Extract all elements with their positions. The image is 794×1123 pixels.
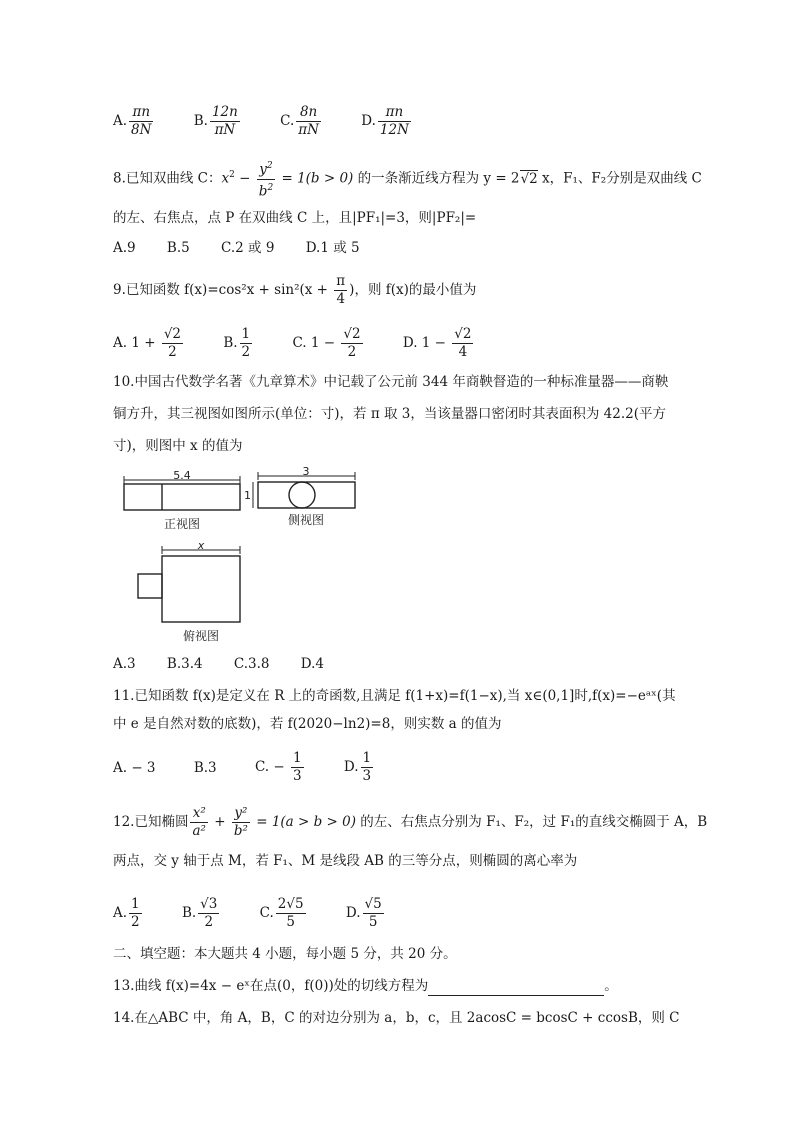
q7-option-d: D. $\frac{\pi n}{12N}$: [361, 104, 409, 138]
q9-stem: 9.已知函数 f(x)=cos²x + sin²(x + $\frac{\pi}{4}$ )，则 f(x)的最小值为: [113, 273, 477, 307]
section-two-heading: 二、填空题：本大题共 4 小题，每小题 5 分，共 20 分。: [113, 946, 457, 962]
top-dim-label: x: [197, 539, 205, 552]
q8-stem-line2: 的左、右焦点，点 P 在双曲线 C 上，且|PF₁|=3，则|PF₂|=: [113, 210, 477, 226]
front-dim-label: 5.4: [173, 469, 191, 482]
q9-option-c: C. 1 − $\frac{√2}{2}$: [292, 326, 361, 360]
q12-stem-line1: 12.已知椭圆 $\frac{\text{x²}}{\text{a²}}$ + $\frac{\text{y²}}{\text{b²}}$ = 1(a > b > 0) 的左、右焦点分别为 F₁、F₂，过 F₁的直线交椭圆于 A，B: [113, 805, 708, 839]
q11-option-a: A. − 3: [113, 759, 156, 776]
q9-option-b: B. $\frac{1}{2}$: [223, 326, 251, 360]
sqrt-symbol: √2: [520, 170, 538, 187]
q7-option-c: C. $\frac{8n}{\pi N}$: [280, 104, 319, 138]
front-view-caption: 正视图: [163, 517, 201, 531]
q13-stem: 13.曲线 f(x)=4x − eˣ在点(0，f(0))处的切线方程为 。: [113, 978, 618, 994]
q11-option-c: C. − $\frac{1}{3}$: [254, 750, 302, 784]
q11-stem-line2: 中 e 是自然对数的底数)，若 f(2020−ln2)=8，则实数 a 的值为: [113, 716, 502, 732]
q12-options: [113, 896, 420, 931]
q9-option-d: D. 1 − $\frac{√2}{4}$: [402, 326, 472, 360]
side-view-caption: 侧视图: [287, 513, 325, 527]
q10-options: A.3 B.3.4 C.3.8 D.4: [113, 656, 325, 672]
q7-option-b: B. $\frac{12n}{\pi N}$: [193, 104, 238, 138]
q13-answer-blank[interactable]: [428, 981, 604, 996]
front-view: [124, 469, 240, 531]
top-view: [138, 539, 240, 643]
q11-option-b: B.3: [193, 759, 217, 776]
q9-option-a: A. 1 + $\frac{√2}{2}$: [113, 326, 182, 360]
q12-option-b: B. $\frac{√3}{2}$: [181, 896, 218, 930]
q12-stem-line2: 两点，交 y 轴于点 M，若 F₁、M 是线段 AB 的三等分点，则椭圆的离心率为: [113, 853, 578, 869]
side-dim-left-label: 1: [244, 489, 251, 502]
q10-stem-line1: 10.中国古代数学名著《九章算术》中记载了公元前 344 年商鞅督造的一种标准量器——商鞅: [113, 374, 669, 390]
side-view: [244, 466, 355, 527]
top-view-caption: 俯视图: [182, 629, 220, 643]
q7-options: [113, 104, 447, 139]
q11-stem-line1: 11.已知函数 f(x)是定义在 R 上的奇函数,且满足 f(1+x)=f(1−x),当 x∈(0,1]时,f(x)=−eᵃˣ(其: [113, 688, 676, 704]
q10-stem-line2: 铜方升，其三视图如图所示(单位：寸)，若 π 取 3，当该量器口密闭时其表面积为 42.2(平方: [113, 406, 666, 422]
q8-stem-line1: 8.已知双曲线 C：$x^2$ − $\frac{y^2}{b^2}$ = 1(b > 0) 的一条渐近线方程为 y = 2√2 x，F₁、F₂分别是双曲线 C: [113, 158, 702, 200]
q11-option-d: D. $\frac{1}{3}$: [343, 750, 372, 784]
q12-option-a: A. $\frac{1}{2}$: [113, 896, 140, 930]
q10-stem-line3: 寸)，则图中 x 的值为: [113, 438, 243, 454]
q7-option-a: A. $\frac{\pi n}{8N}$: [113, 104, 152, 138]
three-view-diagram: [110, 466, 370, 646]
q8-options: A.9 B.5 C.2 或 9 D.1 或 5: [113, 240, 360, 256]
side-dim-top-label: 3: [302, 466, 310, 478]
q11-options: [113, 750, 409, 785]
q14-stem: 14.在△ABC 中，角 A，B，C 的对边分别为 a，b，c，且 2acosC = bcosC + ccosB，则 C: [113, 1010, 680, 1026]
q12-option-c: C. $\frac{2√5}{5}$: [259, 896, 304, 930]
q9-options: [113, 326, 509, 361]
q12-option-d: D. $\frac{√5}{5}$: [345, 896, 382, 930]
